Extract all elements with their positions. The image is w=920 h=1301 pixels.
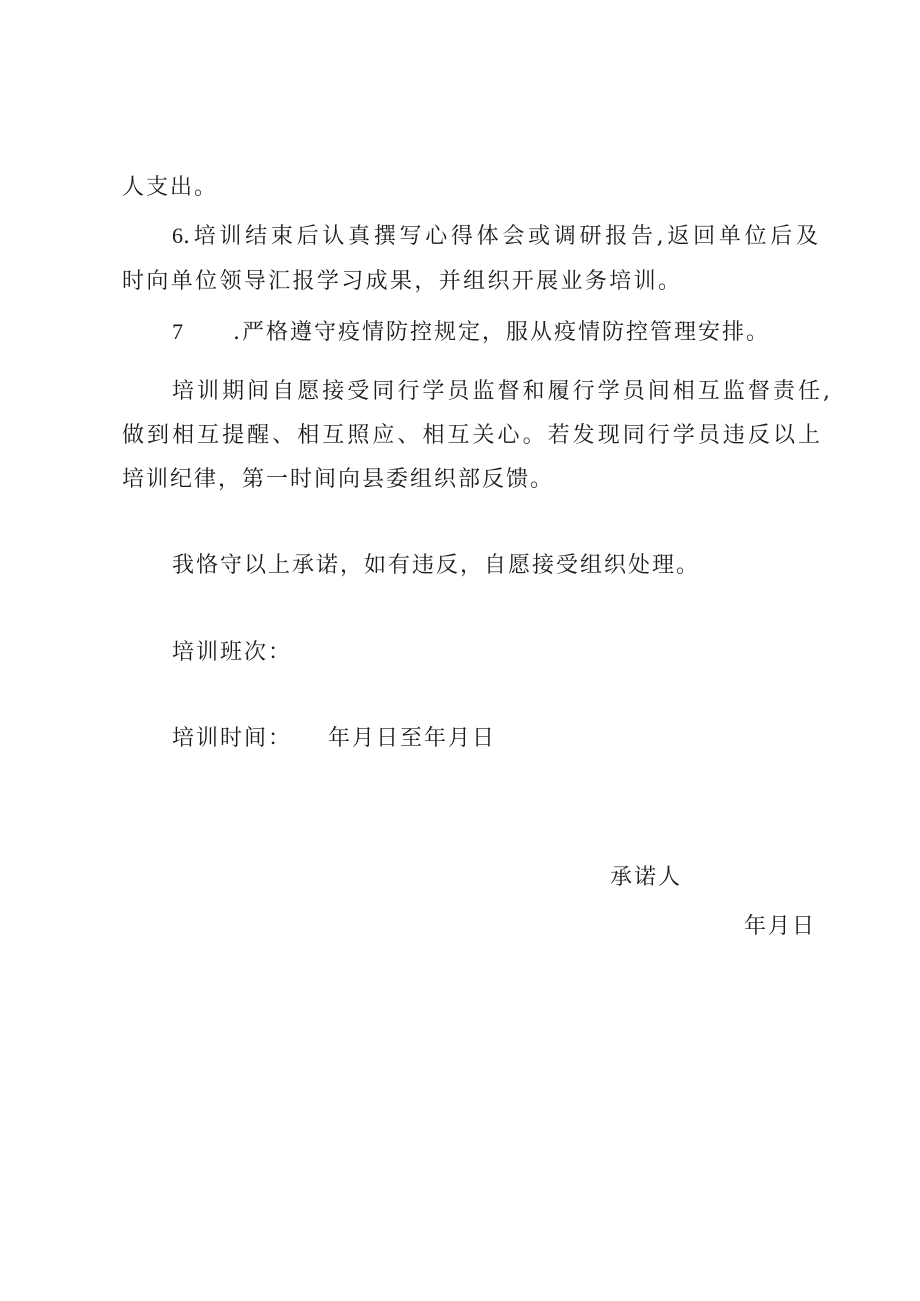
- item-6-number: 6: [172, 223, 183, 248]
- supervision-line-2: 做到相互提醒、相互照应、相互关心。若发现同行学员违反以上: [122, 423, 822, 448]
- supervision-line-3: 培训纪律，第一时间向县委组织部反馈。: [122, 467, 555, 492]
- training-time-value: 年月日至年月日: [328, 726, 497, 751]
- paragraph-continuation: 人支出。: [122, 175, 219, 200]
- pledge-statement: 我恪守以上承诺，如有违反，自愿接受组织处理。: [172, 553, 701, 578]
- item-6-text: .培训结束后认真撰写心得体会或调研报告,返回单位后及: [183, 224, 820, 249]
- item-6-line-2: 时向单位领导汇报学习成果，并组织开展业务培训。: [122, 269, 682, 294]
- training-time-label: 培训时间：: [172, 726, 293, 751]
- item-6-line-1: [172, 221, 820, 252]
- item-7-number: 7: [172, 319, 183, 344]
- item-7-text: .严格遵守疫情防控规定，服从疫情防控管理安排。: [233, 320, 770, 345]
- signer-label: 承诺人: [610, 865, 683, 890]
- training-class-label: 培训班次：: [172, 640, 293, 665]
- sign-date: 年月日: [744, 914, 817, 939]
- supervision-line-1: 培训期间自愿接受同行学员监督和履行学员间相互监督责任,: [172, 379, 832, 404]
- item-7-line: [172, 317, 770, 348]
